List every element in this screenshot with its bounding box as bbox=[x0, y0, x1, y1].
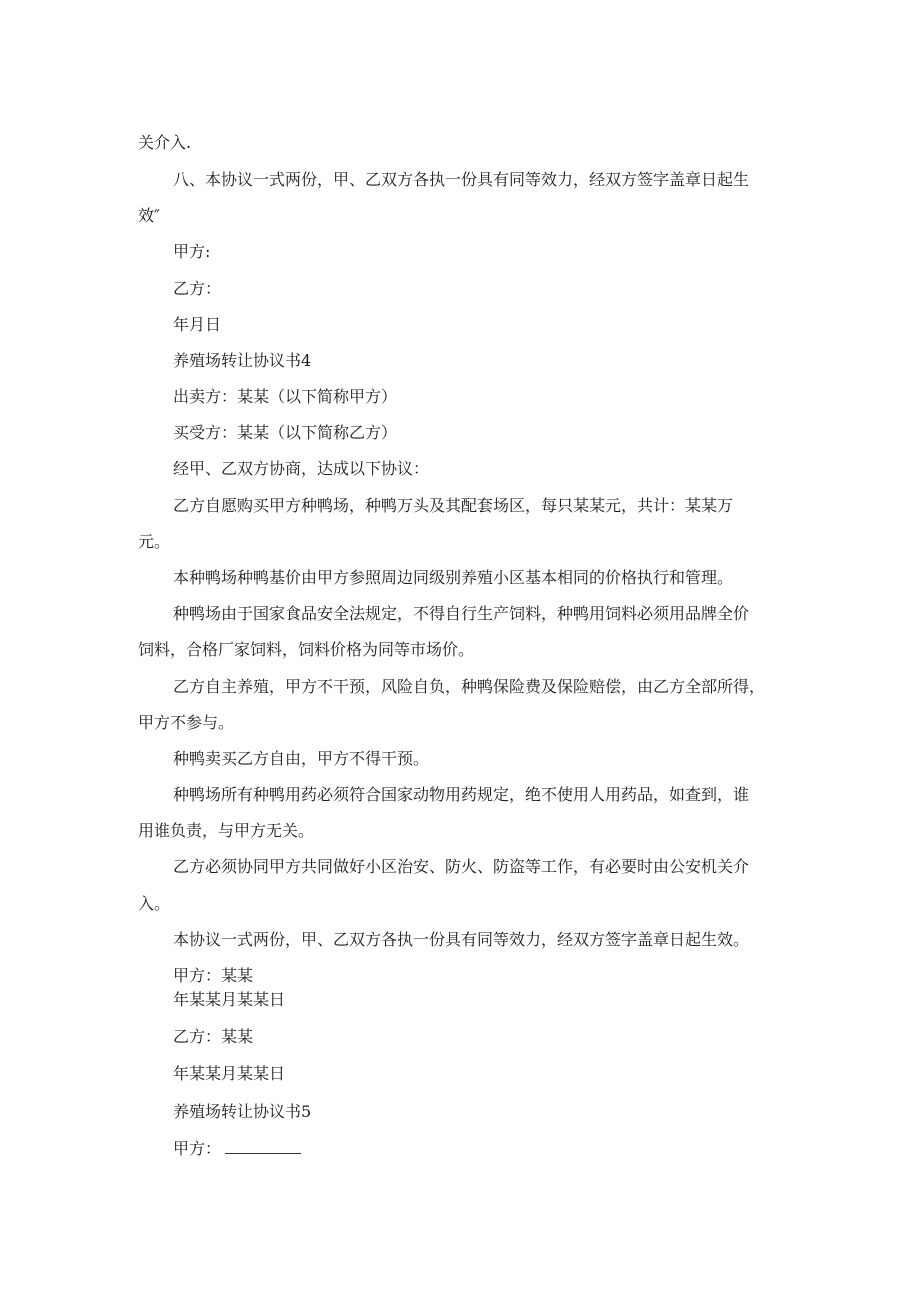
text-line: 本协议一式两份，甲、乙双方各执一份具有同等效力，经双方签字盖章日起生效。 bbox=[173, 930, 750, 949]
text-line: 用谁负责，与甲方无关。 bbox=[138, 821, 315, 840]
clause-8: 八、本协议一式两份，甲、乙双方各执一份具有同等效力，经双方签字盖章日起生 bbox=[173, 170, 750, 189]
blank-underline bbox=[225, 1141, 301, 1154]
buyer-line: 买受方：某某（以下简称乙方） bbox=[173, 423, 398, 442]
text-line: 乙方自愿购买甲方种鸭场，种鸭万头及其配套场区，每只某某元，共计：某某万 bbox=[173, 496, 734, 515]
party-b-signature: 乙方：某某 bbox=[173, 1027, 254, 1046]
party-a-label: 甲方: bbox=[173, 242, 211, 261]
text-line: 经甲、乙双方协商，达成以下协议： bbox=[173, 459, 430, 478]
text-line: 种鸭卖买乙方自由，甲方不得干预。 bbox=[173, 749, 430, 768]
text-line: 甲方不参与。 bbox=[138, 713, 235, 732]
text-line: 种鸭场由于国家食品安全法规定，不得自行生产饲料，种鸭用饲料必须用品牌全价 bbox=[173, 604, 750, 623]
text-line: 本种鸭场种鸭基价由甲方参照周边同级别养殖小区基本相同的价格执行和管理。 bbox=[173, 568, 734, 587]
text-line: 关介入. bbox=[138, 133, 192, 152]
party-b-label: 乙方： bbox=[173, 279, 222, 298]
text-line: 元。 bbox=[138, 532, 171, 551]
party-a-label: 甲方： bbox=[173, 1139, 222, 1158]
text-line: 饲料，合格厂家饲料，饲料价格为同等市场价。 bbox=[138, 640, 475, 659]
date-line: 年某某月某某日 bbox=[173, 990, 286, 1009]
text-line: 乙方必须协同甲方共同做好小区治安、防火、防盗等工作，有必要时由公安机关介 bbox=[173, 857, 750, 876]
text-line: 入。 bbox=[138, 894, 171, 913]
section-title: 养殖场转让协议书4 bbox=[173, 351, 312, 370]
party-a-field bbox=[173, 1139, 301, 1159]
section-title: 养殖场转让协议书5 bbox=[173, 1102, 312, 1121]
text-line: 效″ bbox=[138, 206, 160, 225]
date-line: 年某某月某某日 bbox=[173, 1064, 286, 1083]
text-line: 乙方自主养殖，甲方不干预，风险自负，种鸭保险费及保险赔偿，由乙方全部所得， bbox=[173, 677, 766, 696]
seller-line: 出卖方：某某（以下简称甲方） bbox=[173, 387, 398, 406]
text-line: 种鸭场所有种鸭用药必须符合国家动物用药规定，绝不使用人用药品，如查到，谁 bbox=[173, 785, 750, 804]
party-a-signature: 甲方：某某 bbox=[173, 966, 254, 985]
date-line: 年月日 bbox=[173, 315, 222, 334]
